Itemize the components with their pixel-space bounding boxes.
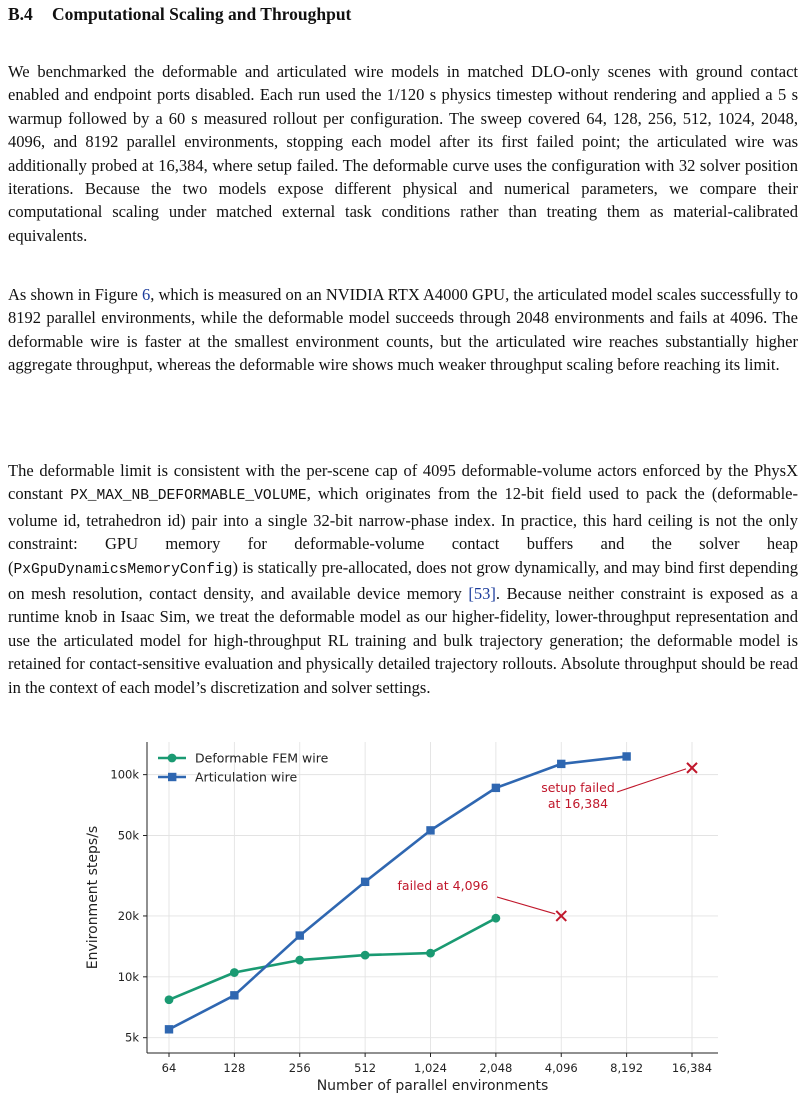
data-point (491, 914, 500, 923)
data-point (492, 784, 500, 792)
legend-label: Articulation wire (195, 769, 298, 785)
y-tick-label: 10k (117, 969, 139, 984)
x-tick-label: 1,024 (414, 1061, 447, 1075)
y-tick-label: 50k (117, 828, 139, 843)
paragraph-scaling-results (8, 283, 798, 377)
failure-annotation: at 16,384 (547, 796, 609, 811)
x-tick-label: 64 (161, 1061, 177, 1075)
annotation-arrow (617, 769, 686, 792)
y-tick-label: 5k (125, 1030, 139, 1045)
code-constant: PX_MAX_NB_DEFORMABLE_VOLUME (70, 488, 307, 505)
x-tick-label: 16,384 (671, 1061, 713, 1075)
figure-reference-link[interactable]: 6 (141, 285, 151, 304)
paragraph-text: , which originates from the 12-bit field used to pack the (deformable-volume id, tetrahedron id) pair into a single 32-bit narrow-phase index. In practice, this hard ceiling is not the only constraint: GPU memory for deformable-volume contact buffers and the solver heap ( (8, 484, 798, 577)
y-tick-label: 20k (117, 908, 139, 923)
paragraph-text: The deformable limit is consistent with the per-scene cap of 4095 deformable-volume actors enforced by the PhysX constant (8, 461, 798, 504)
x-tick-label: 256 (288, 1061, 311, 1075)
y-tick-label: 100k (110, 767, 139, 782)
paragraph-benchmark-setup: We benchmarked the deformable and articulated wire models in matched DLO-only scenes with ground contact enabled and endpoint ports disabled. Each run used the 1/120 s physics timestep without rendering and applied a 5 s warmup followed by a 60 s measured rollout per configuration. The sweep covered 64, 128, 256, 512, 1024, 2048, 4096, and 8192 parallel environments, stopping each model after its first failed point; the articulated wire was additionally probed at 16,384, where setup failed. The deformable curve uses the configuration with 32 solver position iterations. Because the two models expose different physical and numerical parameters, we compare their computational scaling under matched external task conditions rather than treating them as material-calibrated equivalents. (8, 62, 798, 245)
paragraph-text: ) is statically pre-allocated, does not grow dynamically, and may bind first depending on mesh resolution, contact density, and available device memory (8, 557, 798, 604)
x-axis-label: Number of parallel environments (316, 1078, 549, 1094)
data-point (230, 991, 238, 999)
x-tick-label: 128 (223, 1061, 246, 1075)
section-number: B.4 (8, 4, 33, 24)
data-point (230, 968, 239, 977)
data-point (165, 995, 174, 1004)
paragraph-text: As shown in Figure (8, 285, 142, 304)
annotation-arrow (497, 897, 555, 914)
paragraph-deformable-limit (8, 459, 798, 699)
failure-annotation: failed at 4,096 (397, 878, 489, 893)
x-tick-label: 2,048 (479, 1061, 513, 1075)
data-point (557, 760, 565, 768)
code-config: PxGpuDynamicsMemoryConfig (13, 561, 233, 578)
legend-marker (168, 773, 176, 781)
series-line (169, 918, 496, 1000)
throughput-chart (0, 730, 805, 1103)
paragraph-text: , which is measured on an NVIDIA RTX A4000 GPU, the articulated model scales successfully to 8192 parallel environments, while the deformable model succeeds through 2048 environments and fails at 4096. The deformable wire is faster at the smallest environment counts, but the articulated wire reaches substantially higher aggregate throughput, whereas the deformable wire shows much weaker throughput scaling before reaching its limit. (8, 285, 799, 375)
data-point (361, 951, 370, 960)
x-tick-label: 512 (354, 1061, 377, 1075)
data-point (295, 956, 304, 965)
x-tick-label: 8,192 (610, 1061, 644, 1075)
x-tick-label: 4,096 (544, 1061, 578, 1075)
section-title: Computational Scaling and Throughput (52, 4, 352, 24)
data-point (361, 878, 369, 886)
section-heading (8, 4, 351, 25)
y-axis-label: Environment steps/s (85, 825, 101, 970)
data-point (622, 752, 630, 760)
legend-marker (168, 754, 177, 763)
throughput-figure (0, 730, 805, 1103)
citation-link[interactable]: [53] (468, 584, 496, 604)
paragraph-text: . Because neither constraint is exposed as a runtime knob in Isaac Sim, we treat the deformable model as our higher-fidelity, lower-throughput representation and use the articulated model for high-throughput RL training and bulk trajectory generation; the deformable model is retained for contact-sensitive evaluation and physically detailed trajectory rollouts. Absolute throughput should be read in the context of each model’s discretization and solver settings. (8, 584, 798, 697)
data-point (165, 1025, 173, 1033)
data-point (426, 949, 435, 958)
failure-annotation: setup failed (541, 780, 615, 795)
legend-label: Deformable FEM wire (195, 750, 329, 766)
data-point (426, 826, 434, 834)
data-point (296, 931, 304, 939)
